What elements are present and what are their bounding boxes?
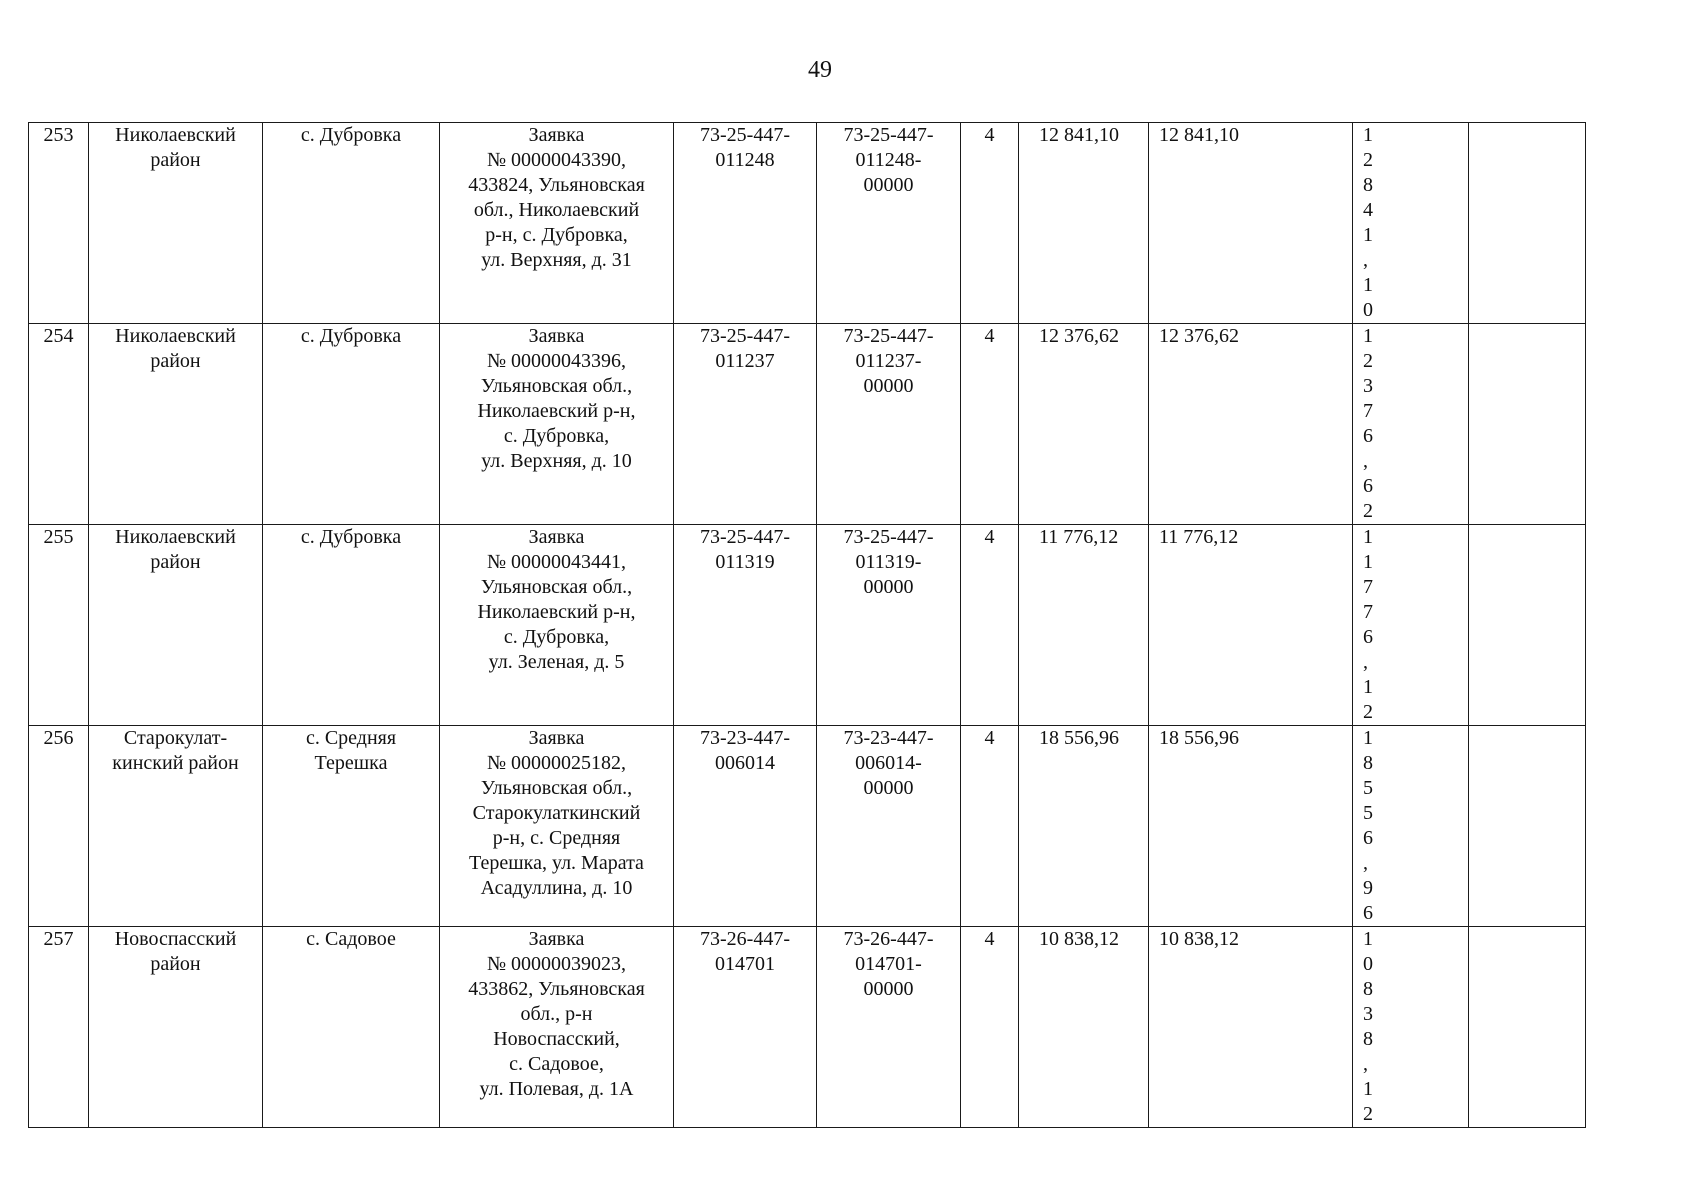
extra-2-cell: [1469, 123, 1586, 324]
district-cell: Николаевский район: [89, 123, 263, 324]
amount-2-cell: 18 556,96: [1149, 726, 1353, 927]
code-cell: 73-25-447- 011248: [674, 123, 817, 324]
row-index: 257: [29, 927, 89, 1128]
settlement-cell: с. Дубровка: [263, 324, 440, 525]
table-row: 257 Новоспасский район с. Садовое Заявка № 00000039023, 433862, Ульяновская обл., р-н Новоспасский, с. Садовое, ул. Полевая, д. 1А 73-26-447- 014701 73-26-447- 014701- 00000 4 10 838,12 10 838,12 10 838,12: [29, 927, 1674, 1128]
table-row: 253 Николаевский район с. Дубровка Заявка № 00000043390, 433824, Ульяновская обл., Николаевский р-н, с. Дубровка, ул. Верхняя, д. 31 73-25-447- 011248 73-25-447- 011248- 00000 4 12 841,10 12 841,10 12 841,10: [29, 123, 1674, 324]
full-code-cell: 73-25-447- 011248- 00000: [817, 123, 961, 324]
amount-1-cell: 11 776,12: [1019, 525, 1149, 726]
amount-2-cell: 12 841,10: [1149, 123, 1353, 324]
extra-2-cell: [1469, 726, 1586, 927]
settlement-cell: с. Средняя Терешка: [263, 726, 440, 927]
amount-1-cell: 12 841,10: [1019, 123, 1149, 324]
amount-2-cell: 11 776,12: [1149, 525, 1353, 726]
amount-2-cell: 10 838,12: [1149, 927, 1353, 1128]
amount-2-cell: 12 376,62: [1149, 324, 1353, 525]
category-cell: 4: [961, 123, 1019, 324]
table-row: 254 Николаевский район с. Дубровка Заявка № 00000043396, Ульяновская обл., Николаевский р-н, с. Дубровка, ул. Верхняя, д. 10 73-25-447- 011237 73-25-447- 011237- 00000 4 12 376,62 12 376,62 12 376,62: [29, 324, 1674, 525]
row-index: 255: [29, 525, 89, 726]
application-cell: Заявка № 00000043396, Ульяновская обл., Николаевский р-н, с. Дубровка, ул. Верхняя, д. 10: [440, 324, 674, 525]
full-code-cell: 73-25-447- 011237- 00000: [817, 324, 961, 525]
extra-2-cell: [1469, 324, 1586, 525]
table-row: 256 Старокулат- кинский район с. Средняя Терешка Заявка № 00000025182, Ульяновская обл., Старокулаткинский р-н, с. Средняя Терешка, ул. Марата Асадуллина, д. 10 73-23-447- 006014 73-23-447- 006014- 00000 4 18 556,96 18 556,96 18 556,96: [29, 726, 1674, 927]
row-index: 254: [29, 324, 89, 525]
application-cell: Заявка № 00000043390, 433824, Ульяновская обл., Николаевский р-н, с. Дубровка, ул. Верхняя, д. 31: [440, 123, 674, 324]
code-cell: 73-23-447- 006014: [674, 726, 817, 927]
extra-2-cell: [1469, 525, 1586, 726]
district-cell: Новоспасский район: [89, 927, 263, 1128]
district-cell: Старокулат- кинский район: [89, 726, 263, 927]
settlement-cell: с. Дубровка: [263, 525, 440, 726]
application-cell: Заявка № 00000025182, Ульяновская обл., Старокулаткинский р-н, с. Средняя Терешка, ул. Марата Асадуллина, д. 10: [440, 726, 674, 927]
row-index: 253: [29, 123, 89, 324]
row-index: 256: [29, 726, 89, 927]
district-cell: Николаевский район: [89, 525, 263, 726]
page-number: 49: [808, 57, 832, 83]
category-cell: 4: [961, 927, 1019, 1128]
amount-1-cell: 18 556,96: [1019, 726, 1149, 927]
data-table: [28, 122, 1674, 1128]
extra-2-cell: [1469, 927, 1586, 1128]
application-cell: Заявка № 00000043441, Ульяновская обл., Николаевский р-н, с. Дубровка, ул. Зеленая, д. 5: [440, 525, 674, 726]
table-row: 255 Николаевский район с. Дубровка Заявка № 00000043441, Ульяновская обл., Николаевский р-н, с. Дубровка, ул. Зеленая, д. 5 73-25-447- 011319 73-25-447- 011319- 00000 4 11 776,12 11 776,12 11 776,12: [29, 525, 1674, 726]
category-cell: 4: [961, 525, 1019, 726]
category-cell: 4: [961, 324, 1019, 525]
full-code-cell: 73-26-447- 014701- 00000: [817, 927, 961, 1128]
code-cell: 73-25-447- 011237: [674, 324, 817, 525]
amount-1-cell: 12 376,62: [1019, 324, 1149, 525]
code-cell: 73-25-447- 011319: [674, 525, 817, 726]
full-code-cell: 73-25-447- 011319- 00000: [817, 525, 961, 726]
application-cell: Заявка № 00000039023, 433862, Ульяновская обл., р-н Новоспасский, с. Садовое, ул. Полевая, д. 1А: [440, 927, 674, 1128]
category-cell: 4: [961, 726, 1019, 927]
full-code-cell: 73-23-447- 006014- 00000: [817, 726, 961, 927]
amount-1-cell: 10 838,12: [1019, 927, 1149, 1128]
settlement-cell: с. Дубровка: [263, 123, 440, 324]
district-cell: Николаевский район: [89, 324, 263, 525]
settlement-cell: с. Садовое: [263, 927, 440, 1128]
code-cell: 73-26-447- 014701: [674, 927, 817, 1128]
